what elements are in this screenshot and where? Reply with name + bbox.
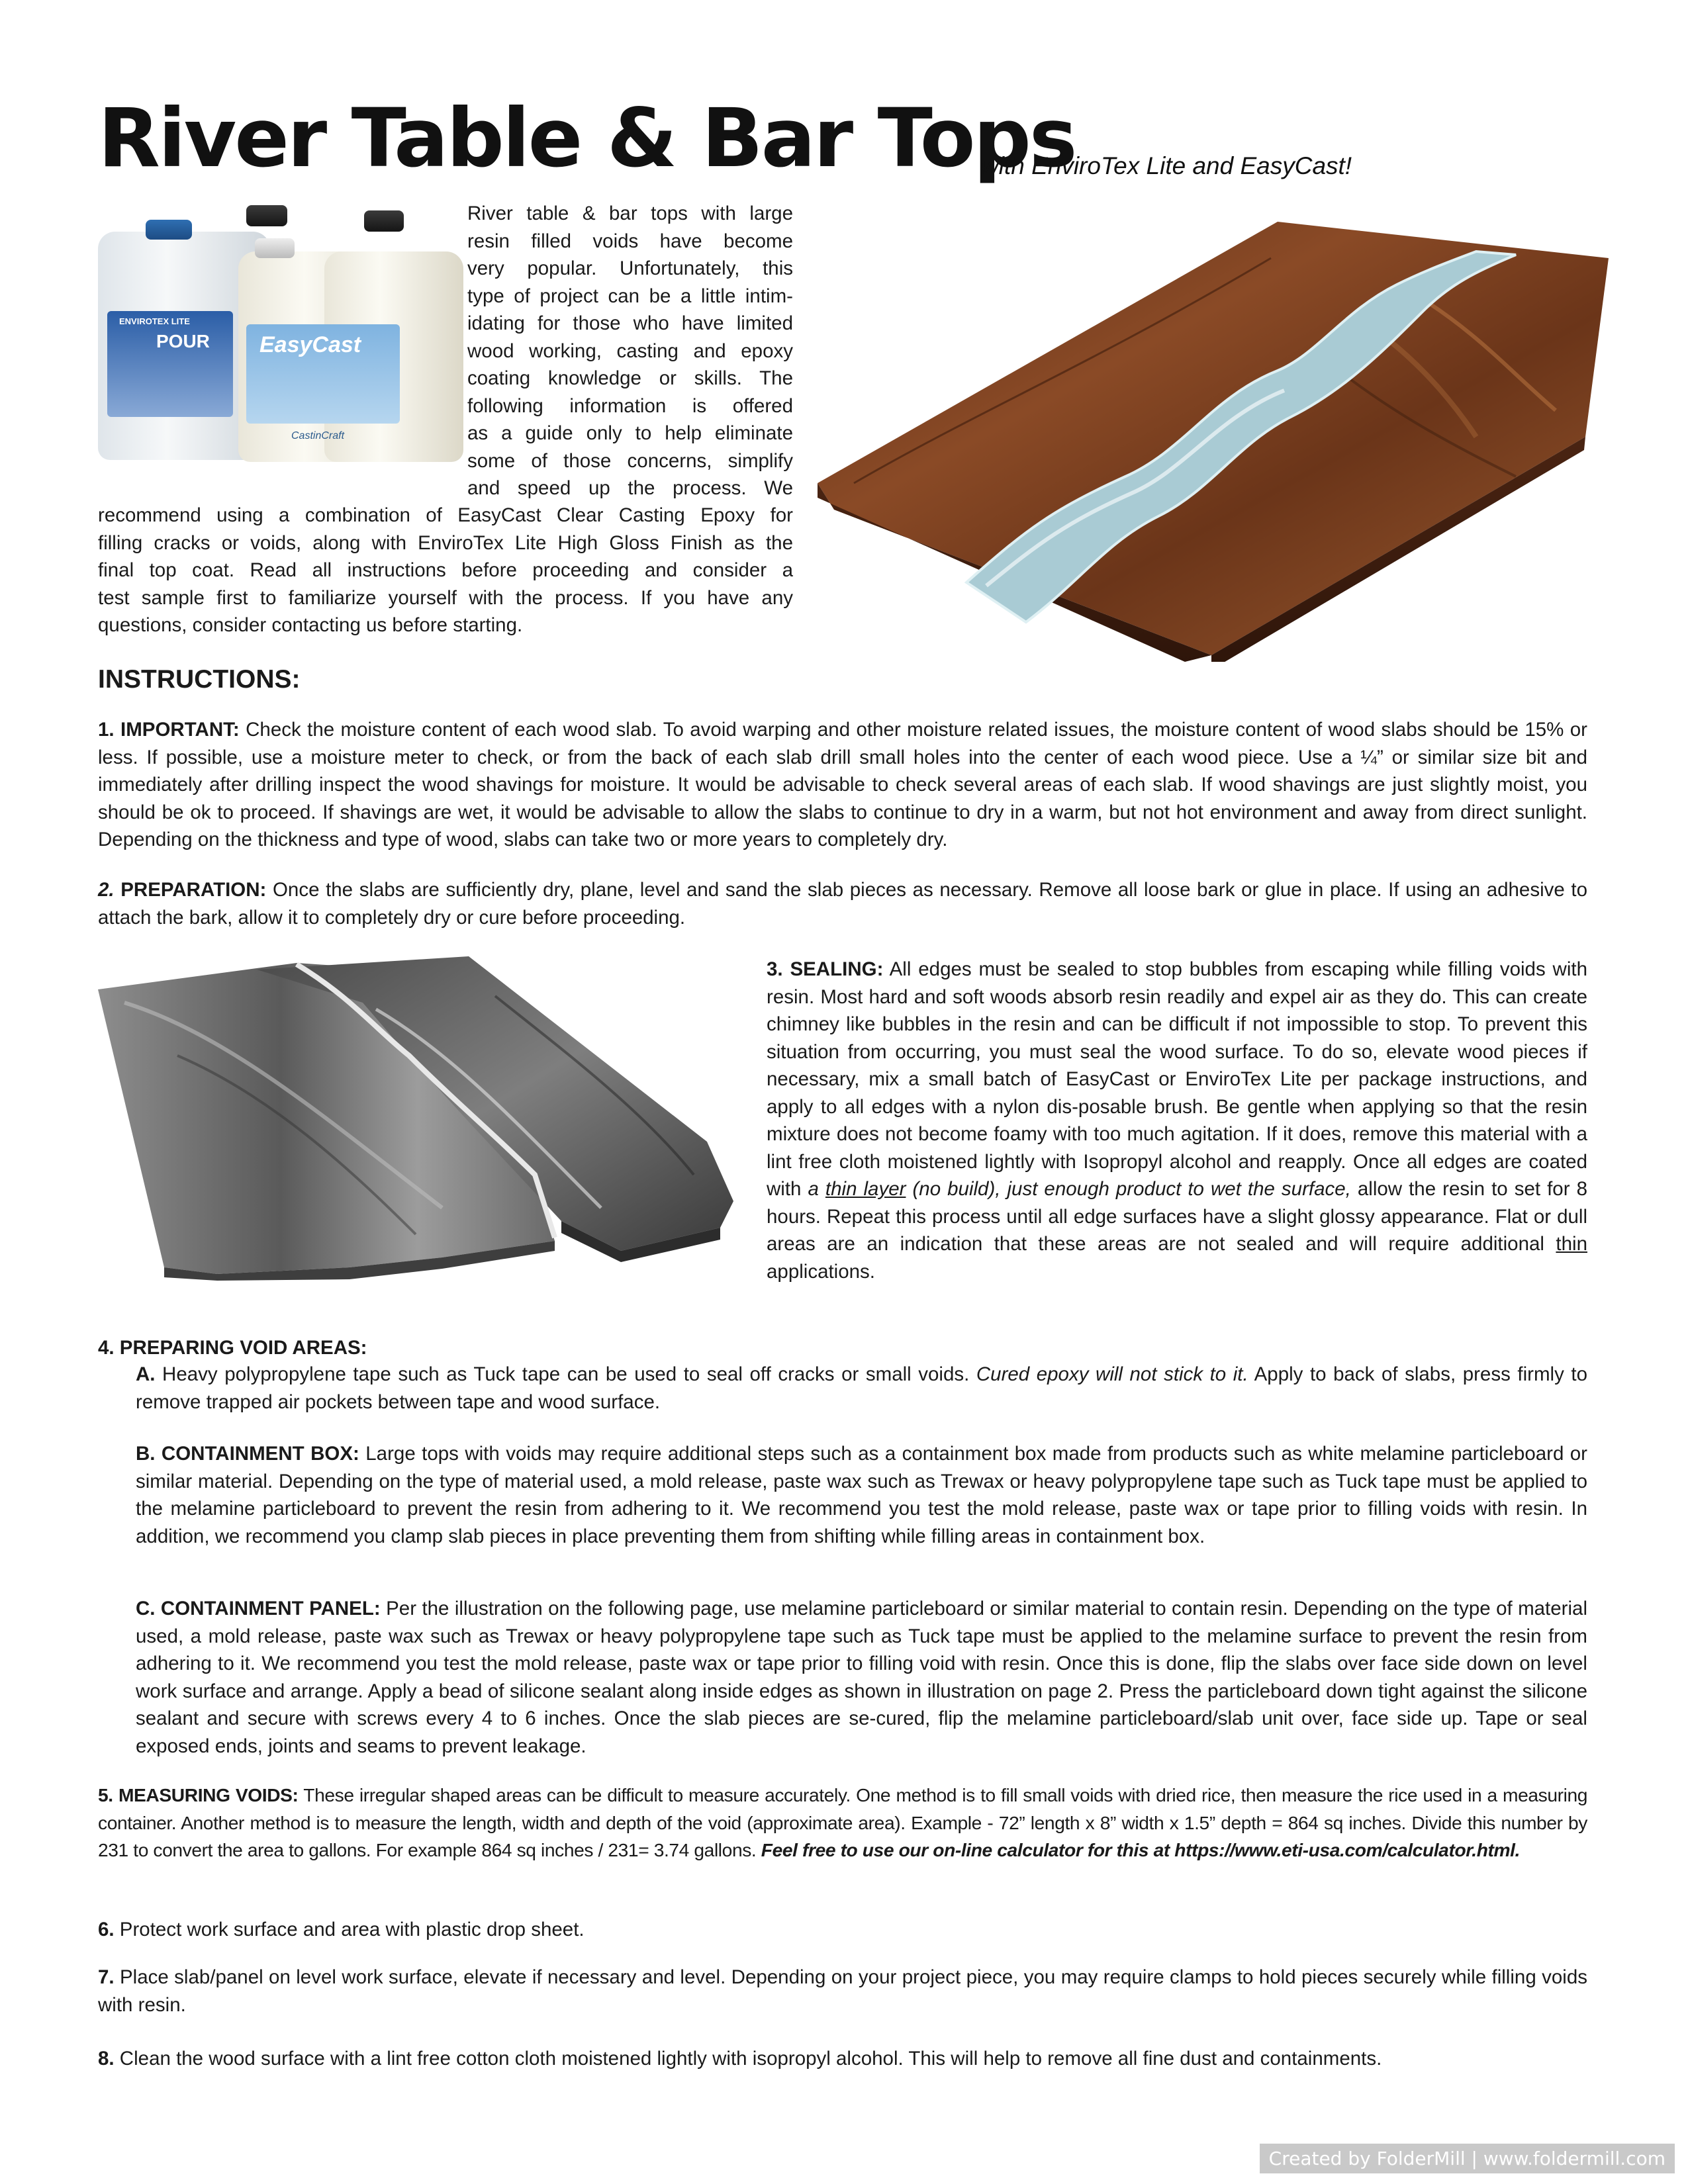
step-8 [98, 2045, 1587, 2073]
intro-line: very popular. Unfortunately, this [467, 257, 793, 279]
step-3-text-2: allow the resin to set for 8 hours. Repeat this process until all edge surfaces have a slight glossy appearance. Flat or dull areas are an indication that these areas are not sealed and will require additional [767, 1178, 1587, 1255]
step-5-label: 5. MEASURING VOIDS: [98, 1784, 299, 1805]
wood-slabs-image [98, 956, 760, 1281]
intro-line: final top coat. Read all instructions before proceeding and consider a [98, 559, 793, 581]
step-5-text: These irregular shaped areas can be difficult to measure accurately. One method is to fill small voids with dried rice, then measure the rice used in a measuring container. Another method is to measure the length, width and depth of the void (approximate area). Example - 72” length x 8” width x 1.5” depth = 864 sq inches. Divide this number by 231 to convert the area to gallons. For example 864 sq inches / 231= 3.74 gallons. [98, 1784, 1587, 1860]
step-4c-label: C. CONTAINMENT PANEL: [136, 1598, 381, 1619]
step-4c-text: Per the illustration on the following page, use melamine particleboard or similar material to contain resin. Depending on the type of material used, a mold release, paste wax such as Trewax or heavy polypropylene tape such as Tuck tape must be applied to the melamine surface to prevent the resin from adhering to it. We recommend you test the mold release, paste wax or tape prior to filling void with resin. Once this is done, flip the slabs over face side down on level work surface and arrange. Apply a bead of silicone sealant along inside edges as shown in illustration on page 2. Press the particleboard down tight against the silicone sealant and secure with screws every 4 to 6 inches. Once the slab pieces are se-cured, flip the melamine particleboard/slab unit over, face side up. Tape or seal exposed ends, joints and seams to prevent leakage. [136, 1598, 1588, 1757]
step-3-italic-a: a [808, 1178, 825, 1200]
intro-line: wood working, casting and epoxy [467, 340, 793, 362]
step-3-italic-b: (no build), just enough product to wet the surface, [906, 1178, 1351, 1200]
step-5-calculator-link[interactable]: Feel free to use our on-line calculator for this at https://www.eti-usa.com/calculator.html. [761, 1839, 1521, 1860]
jug1-label: POUR [156, 331, 210, 351]
step-3-text-1: All edges must be sealed to stop bubbles from escaping while filling voids with resin. Most hard and soft woods absorb resin readily and expel air as they do. This can create chimney like bubbles in the resin and can be difficult if not impossible to stop. To prevent this situation from occurring, you must seal the wood surface. To do so, elevate wood pieces if necessary, mix a small batch of EasyCast or EnviroTex Lite per package instructions, and apply to all edges with a nylon dis-posable brush. Be gentle when applying so that the resin mixture does not become foamy with too much agitation. If it does, remove this material with a lint free cloth moistened lightly with Isopropyl alcohol and reapply. Once all edges are coated with [767, 958, 1587, 1200]
intro-line: type of project can be a little intim- [467, 285, 793, 307]
step-2 [98, 876, 1587, 931]
step-2-label: PREPARATION: [114, 879, 267, 901]
intro-line: River table & bar tops with large [467, 203, 793, 224]
step-7-label: 7. [98, 1966, 115, 1988]
intro-full [98, 502, 793, 639]
step-4a-text-2: Apply to back of slabs, press firmly to remove trapped air pockets between tape and wood surface. [136, 1363, 1587, 1413]
step-7 [98, 1964, 1587, 2019]
step-2-number: 2. [98, 879, 115, 901]
step-3-thin: thin [1556, 1233, 1587, 1255]
step-8-label: 8. [98, 2048, 115, 2070]
step-7-text: Place slab/panel on level work surface, elevate if necessary and level. Depending on your project piece, you may require clamps to hold pieces securely while filling voids with resin. [98, 1966, 1587, 2016]
step-4b-label: B. CONTAINMENT BOX: [136, 1443, 359, 1465]
page-title: River Table & Bar Tops [98, 91, 1076, 185]
intro-line: coating knowledge or skills. The [467, 367, 793, 389]
intro-line: some of those concerns, simplify [467, 449, 793, 472]
step-4a-italic: Cured epoxy will not stick to it. [976, 1363, 1248, 1385]
page-subtitle: with EnviroTex Lite and EasyCast! [981, 152, 1352, 179]
foldermill-watermark: Created by FolderMill | www.foldermill.com [1260, 2144, 1675, 2173]
step-4a-label: A. [136, 1363, 156, 1385]
step-5 [98, 1782, 1587, 1864]
step-6 [98, 1916, 1587, 1944]
intro-line: questions, consider contacting us before starting. [98, 614, 523, 636]
step-4a-text-1: Heavy polypropylene tape such as Tuck tape can be used to seal off cracks or small voids. [155, 1363, 976, 1385]
step-2-text: Once the slabs are sufficiently dry, plane, level and sand the slab pieces as necessary. Remove all loose bark or glue in place. If using an adhesive to attach the bark, allow it to completely dry or cure before proceeding. [98, 879, 1587, 929]
instructions-heading: INSTRUCTIONS: [98, 665, 301, 694]
intro-line: idating for those who have limited [467, 312, 793, 334]
jug2-brand: CastinCraft [291, 430, 345, 441]
step-1 [98, 716, 1587, 854]
step-1-label: 1. IMPORTANT: [98, 719, 240, 741]
jug2-label: EasyCast [259, 332, 361, 357]
jug1-brand: ENVIROTEX LITE [119, 316, 190, 326]
intro-line: and speed up the process. We [467, 477, 793, 499]
step-4a [136, 1361, 1587, 1416]
intro-line: as a guide only to help eliminate [467, 422, 793, 444]
intro-wrapped [467, 200, 793, 502]
step-4b [136, 1440, 1587, 1550]
intro-line: resin filled voids have become [467, 230, 793, 252]
intro-line: test sample first to familiarize yourself with the process. If you have any [98, 586, 793, 609]
intro-line: following information is offered [467, 394, 793, 417]
step-4-heading: 4. PREPARING VOID AREAS: [98, 1337, 367, 1359]
step-3 [767, 956, 1587, 1285]
intro-line: recommend using a combination of EasyCast Clear Casting Epoxy for [98, 504, 793, 526]
step-1-text: Check the moisture content of each wood slab. To avoid warping and other moisture related issues, the moisture content of wood slabs should be 15% or less. If possible, use a moisture meter to check, or from the back of each slab drill small holes into the center of each wood piece. Use a ¼” or similar size bit and immediately after drilling inspect the wood shavings for moisture. It would be advisable to check several areas of each slab. If wood shavings are just slightly moist, you should be ok to proceed. If shavings are wet, it would be advisable to allow the slabs to continue to dry in a warm, but not hot environment and away from direct sunlight. Depending on the thickness and type of wood, slabs can take two or more years to completely dry. [98, 719, 1587, 850]
step-6-label: 6. [98, 1919, 115, 1940]
step-4b-text: Large tops with voids may require additional steps such as a containment box made from products such as white melamine particleboard or similar material. Depending on the type of material used, a mold release, paste wax such as Trewax or heavy polypropylene tape such as Tuck tape must be applied to the melamine particleboard to prevent the resin from adhering to it. We recommend you test the mold release, paste wax or tape prior to filling voids with resin. In addition, we recommend you clamp slab pieces in place preventing them from shifting while filling areas in containment box. [136, 1443, 1588, 1547]
step-3-text-3: applications. [767, 1260, 875, 1283]
step-4c [136, 1595, 1587, 1760]
product-jugs-image [93, 205, 463, 463]
step-3-label: 3. SEALING: [767, 958, 884, 980]
step-8-text: Clean the wood surface with a lint free cotton cloth moistened lightly with isopropyl alcohol. This will help to remove all fine dust and containments. [114, 2048, 1382, 2070]
intro-line: filling cracks or voids, along with EnviroTex Lite High Gloss Finish as the [98, 531, 793, 554]
step-3-italic-underlined: thin layer [825, 1178, 906, 1200]
step-6-text: Protect work surface and area with plastic drop sheet. [114, 1919, 585, 1940]
river-table-image [814, 199, 1628, 662]
